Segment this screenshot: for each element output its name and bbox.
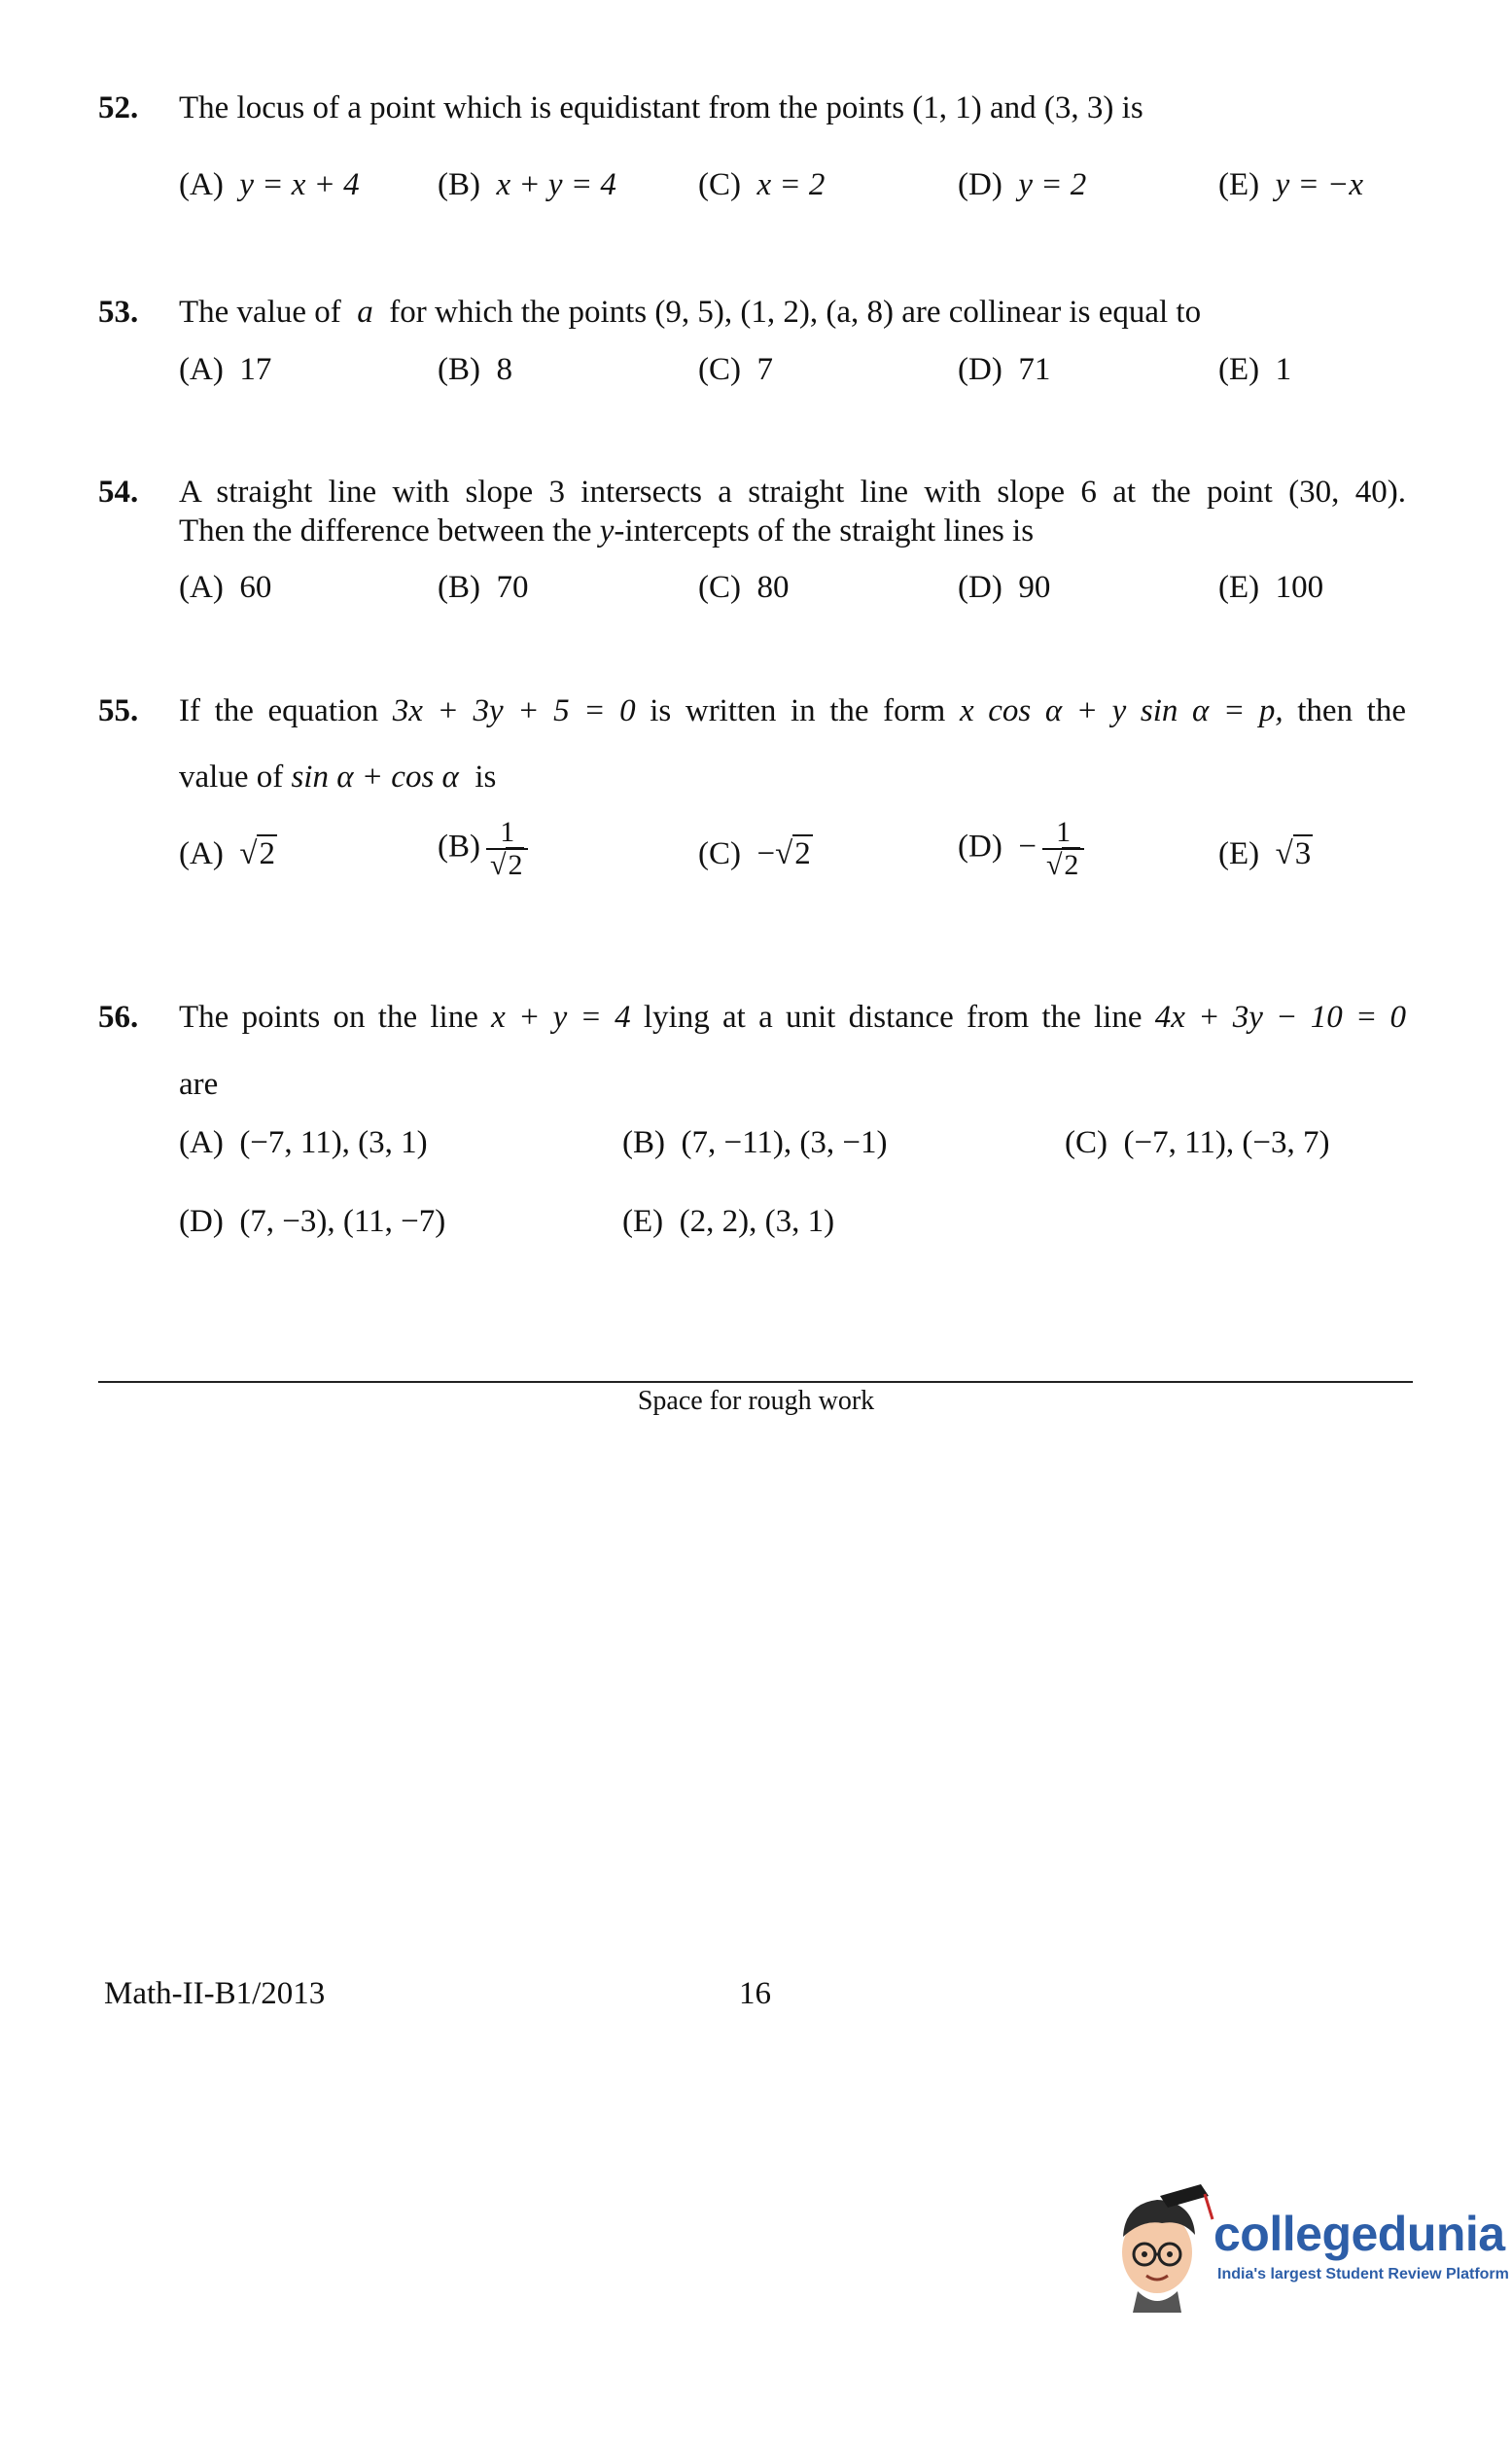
- option-value: (2, 2), (3, 1): [679, 1204, 835, 1239]
- sqrt-expression: √3: [1275, 836, 1312, 871]
- option-value: 2: [259, 836, 275, 871]
- question-number: 54.: [98, 475, 139, 510]
- option-value: (7, −11), (3, −1): [681, 1125, 888, 1160]
- option-value: 1: [1275, 352, 1292, 387]
- text-segment: value of: [179, 760, 284, 795]
- equation: 3x + 3y + 5 = 0: [392, 693, 636, 728]
- option-e: [1218, 167, 1363, 203]
- option-value: 3: [1294, 836, 1312, 871]
- option-label: (A): [179, 570, 224, 605]
- question-line-2: [179, 511, 1406, 551]
- option-c: [698, 836, 813, 872]
- minus-sign: −: [756, 836, 776, 871]
- text-segment: then the: [1297, 693, 1406, 728]
- variable-y: y: [599, 513, 615, 548]
- option-label: (B): [622, 1125, 665, 1160]
- option-label: (D): [958, 352, 1002, 387]
- option-c: [698, 570, 790, 606]
- paper-code: Math-II-B1/2013: [104, 1976, 326, 2011]
- question-number: 55.: [98, 693, 139, 728]
- option-value: 70: [496, 570, 529, 605]
- option-e: [622, 1204, 834, 1240]
- fraction: [1042, 817, 1084, 881]
- option-c: [1065, 1125, 1329, 1161]
- option-e: [1218, 836, 1313, 872]
- page-number: 16: [739, 1976, 771, 2011]
- text-segment: lying at a unit distance from the line: [643, 1000, 1143, 1035]
- option-label: (E): [1218, 570, 1260, 605]
- option-c: [698, 352, 773, 388]
- option-value: 90: [1018, 570, 1051, 605]
- option-label: (A): [179, 167, 224, 202]
- text-segment: Then the difference between the: [179, 513, 592, 548]
- option-label: (B): [438, 570, 480, 605]
- option-a: [179, 1125, 428, 1161]
- question-number: 53.: [98, 295, 139, 330]
- option-e: [1218, 570, 1323, 606]
- option-label: (E): [1218, 352, 1260, 387]
- mascot-face: [1122, 2184, 1213, 2313]
- option-label: (E): [1218, 167, 1260, 202]
- line-equation-2: 4x + 3y − 10 = 0: [1154, 1000, 1407, 1035]
- option-label: (D): [958, 570, 1002, 605]
- option-c: [698, 167, 825, 203]
- option-value: (−7, 11), (−3, 7): [1123, 1125, 1330, 1160]
- option-b: [622, 1125, 887, 1161]
- radicand: 2: [1064, 849, 1079, 881]
- option-b: [438, 167, 616, 203]
- option-value: y = 2: [1018, 167, 1087, 202]
- option-value: x = 2: [756, 167, 826, 202]
- rough-work-divider: [98, 1381, 1413, 1383]
- option-value: y = −x: [1275, 167, 1363, 202]
- text-segment: If the equation: [179, 693, 379, 728]
- option-a: [179, 352, 271, 388]
- denominator: √2: [1042, 848, 1084, 881]
- question-text: The locus of a point which is equidistant from the points (1, 1) and (3, 3) is: [179, 90, 1143, 125]
- option-b: [438, 570, 529, 606]
- option-value: 2: [794, 836, 811, 871]
- option-d: [958, 817, 1084, 881]
- minus-sign: −: [1018, 829, 1037, 865]
- option-value: 100: [1275, 570, 1324, 605]
- text-segment: is: [475, 760, 497, 795]
- question-line-2: [179, 757, 1406, 797]
- option-label: (C): [698, 836, 741, 871]
- radicand: 2: [508, 849, 523, 881]
- option-b: [438, 817, 528, 881]
- option-label: (C): [698, 570, 741, 605]
- option-value: 17: [239, 352, 272, 387]
- variable-a: a: [357, 295, 373, 330]
- option-e: [1218, 352, 1291, 388]
- option-d: [179, 1204, 445, 1240]
- option-label: (E): [1218, 836, 1260, 871]
- option-label: (B): [438, 167, 480, 202]
- option-label: (D): [179, 1204, 224, 1239]
- sqrt-expression: √2: [239, 836, 275, 871]
- line-equation: x + y = 4: [491, 1000, 631, 1035]
- rough-work-label: Space for rough work: [637, 1386, 875, 1416]
- question-line-1: [179, 690, 1406, 731]
- option-label: (B): [438, 352, 480, 387]
- question-line-1: [179, 997, 1406, 1038]
- expression: sin α + cos α: [291, 760, 459, 795]
- question-text: [179, 292, 1406, 333]
- option-value: 80: [756, 570, 790, 605]
- option-label: (C): [698, 167, 741, 202]
- fraction: [486, 817, 528, 881]
- numerator: 1: [1056, 816, 1072, 848]
- text-segment: for which the points (9, 5), (1, 2), (a, 8) are collinear is equal to: [389, 295, 1202, 330]
- option-value: 8: [496, 352, 512, 387]
- question-line-2: are: [179, 1067, 219, 1102]
- option-d: [958, 352, 1050, 388]
- option-label: (C): [1065, 1125, 1108, 1160]
- option-value: 7: [756, 352, 773, 387]
- numerator: 1: [500, 816, 515, 848]
- option-value: (7, −3), (11, −7): [239, 1204, 446, 1239]
- option-value: (−7, 11), (3, 1): [239, 1125, 428, 1160]
- option-label: (D): [958, 167, 1002, 202]
- option-label: (B): [438, 829, 480, 865]
- brand-name: collegedunia: [1213, 2207, 1505, 2261]
- denominator: √2: [486, 848, 528, 881]
- option-b: [438, 352, 512, 388]
- question-line-1: A straight line with slope 3 intersects a straight line with slope 6 at the point (30, 40).: [179, 475, 1406, 510]
- option-label: (A): [179, 1125, 224, 1160]
- option-label: (E): [622, 1204, 664, 1239]
- option-label: (D): [958, 829, 1002, 865]
- question-number: 52.: [98, 90, 139, 125]
- brand-tagline: India's largest Student Review Platform: [1217, 2266, 1509, 2282]
- option-value: y = x + 4: [239, 167, 360, 202]
- option-value: x + y = 4: [496, 167, 616, 202]
- option-d: [958, 570, 1050, 606]
- option-a: [179, 570, 271, 606]
- option-label: (C): [698, 352, 741, 387]
- option-a: [179, 167, 360, 203]
- option-label: (A): [179, 352, 224, 387]
- option-d: [958, 167, 1086, 203]
- question-number: 56.: [98, 1000, 139, 1035]
- option-a: [179, 836, 277, 872]
- sqrt-expression: √2: [775, 836, 811, 871]
- option-value: 60: [239, 570, 272, 605]
- normal-form: x cos α + y sin α = p,: [959, 693, 1283, 728]
- option-value: 71: [1018, 352, 1051, 387]
- text-segment: The points on the line: [179, 1000, 478, 1035]
- text-segment: is written in the form: [650, 693, 946, 728]
- text-segment: -intercepts of the straight lines is: [614, 513, 1035, 548]
- text-segment: The value of: [179, 295, 341, 330]
- option-label: (A): [179, 836, 224, 871]
